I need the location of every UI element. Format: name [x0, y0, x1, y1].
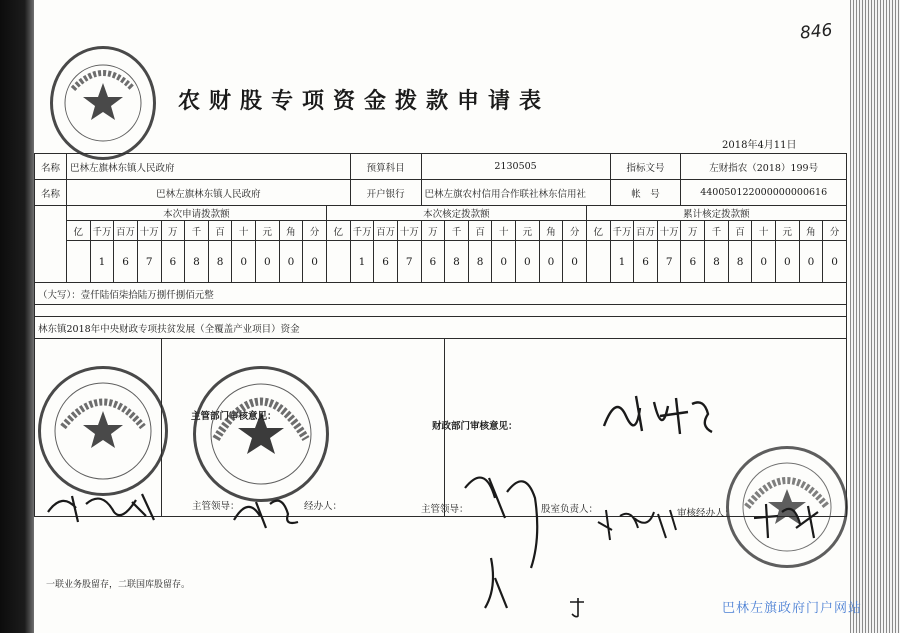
amount-digit: 8 [208, 241, 232, 283]
finance-leader-signature [455, 458, 555, 618]
amount-digit: 0 [775, 241, 799, 283]
amount-digit: 8 [705, 241, 729, 283]
row-bank [35, 180, 847, 206]
digit-header: 百万 [114, 221, 138, 241]
index-no-value: 左财指农（2018）199号 [681, 154, 846, 180]
digit-header: 千 [705, 221, 729, 241]
row-purpose [35, 317, 847, 339]
dept-leader-signature [226, 484, 306, 534]
section-chief-label: 股室负责人： [541, 504, 599, 515]
row-payee [35, 154, 847, 180]
digit-header: 百 [208, 221, 232, 241]
stray-mark-signature [566, 596, 590, 620]
supervisor-leader-2-label: 主管领导： [421, 504, 469, 515]
applicant-signature [42, 482, 162, 532]
amount-digit: 0 [516, 241, 540, 283]
digit-header: 亿 [67, 221, 91, 241]
bank-value: 巴林左旗农村信用合作联社林东信用社 [421, 180, 610, 206]
supervisor-leader-label: 主管领导： [192, 501, 240, 512]
amount-digit: 0 [232, 241, 256, 283]
amount-digit: 0 [492, 241, 516, 283]
site-watermark: 巴林左旗政府门户网站 [722, 601, 863, 616]
amount-digit: 0 [256, 241, 280, 283]
digit-header: 万 [681, 221, 705, 241]
digit-header: 元 [256, 221, 280, 241]
digit-header: 元 [775, 221, 799, 241]
scan-left-edge [0, 0, 38, 633]
purpose-text: 林东镇2018年中央财政专项扶贫发展（全覆盖产业项目）资金 [35, 317, 847, 339]
digit-header: 角 [799, 221, 823, 241]
amount-digit: 7 [137, 241, 161, 283]
review-handler-label: 审核经办人： [677, 508, 735, 519]
scan-page-stack-edge [848, 0, 900, 633]
amount-digit: 6 [114, 241, 138, 283]
digit-header: 百 [728, 221, 752, 241]
amount-digit: 0 [752, 241, 776, 283]
digit-header: 分 [563, 221, 587, 241]
digit-header: 万 [161, 221, 185, 241]
row-uppercase-amount [35, 283, 847, 305]
amount-digit: 1 [90, 241, 114, 283]
dept-opinion-label: 主管部门审核意见： [191, 411, 277, 422]
amount-digit: 6 [374, 241, 398, 283]
digit-header: 千万 [610, 221, 634, 241]
amount-digit: 6 [421, 241, 445, 283]
town-government-stamp-2 [38, 366, 168, 496]
form-date: 2018年4月11日 [722, 140, 797, 151]
footer-note: 一联业务股留存，二联国库股留存。 [46, 580, 191, 590]
amount-digit: 0 [303, 241, 327, 283]
town-government-stamp [50, 46, 156, 160]
digit-header: 十万 [137, 221, 161, 241]
account-name-value: 巴林左旗林东镇人民政府 [67, 180, 351, 206]
row-spacer [35, 305, 847, 317]
digit-header: 十万 [397, 221, 421, 241]
row-digits [35, 241, 847, 283]
payee-name: 巴林左旗林东镇人民政府 [67, 154, 351, 180]
amount-digit: 0 [799, 241, 823, 283]
review-handler-signature [748, 498, 828, 542]
amount-group-applied: 本次申请拨款额 [67, 206, 327, 221]
amount-digit: 8 [728, 241, 752, 283]
row-amount-groups [35, 206, 847, 221]
bank-label: 开户银行 [350, 180, 421, 206]
amount-digit: 1 [350, 241, 374, 283]
amount-digit: 6 [161, 241, 185, 283]
amount-digit: 7 [397, 241, 421, 283]
amount-digit [586, 241, 610, 283]
amount-group-approved: 本次核定拨款额 [326, 206, 586, 221]
amount-digit: 0 [279, 241, 303, 283]
amount-digit [67, 241, 91, 283]
amount-digit: 0 [563, 241, 587, 283]
form-title: 农财股专项资金拨款申请表 [178, 89, 551, 114]
payee-label: 名称 [35, 154, 67, 180]
digit-header: 元 [516, 221, 540, 241]
amount-digit: 6 [634, 241, 658, 283]
digit-header: 百万 [374, 221, 398, 241]
digit-header: 十万 [657, 221, 681, 241]
digit-header: 千万 [350, 221, 374, 241]
digit-header: 十 [752, 221, 776, 241]
account-no-value: 440050122000000000616 [681, 180, 846, 206]
digit-header: 百万 [634, 221, 658, 241]
amount-digit: 0 [823, 241, 847, 283]
digit-header: 十 [492, 221, 516, 241]
amount-group-cumulative: 累计核定拨款额 [586, 206, 846, 221]
digit-header: 分 [303, 221, 327, 241]
digit-header: 百 [468, 221, 492, 241]
amount-digit: 7 [657, 241, 681, 283]
digit-header: 千 [445, 221, 469, 241]
finance-opinion-signature [596, 386, 726, 446]
digit-header: 万 [421, 221, 445, 241]
digit-header: 分 [823, 221, 847, 241]
handler-label: 经办人： [304, 501, 343, 512]
row-digit-headers [35, 221, 847, 241]
amount-digit: 0 [539, 241, 563, 283]
amount-digit: 8 [468, 241, 492, 283]
digit-header: 亿 [586, 221, 610, 241]
index-no-label: 指标文号 [610, 154, 681, 180]
budget-subject-label: 预算科目 [350, 154, 421, 180]
digit-header: 千 [185, 221, 209, 241]
amount-digit [326, 241, 350, 283]
uppercase-amount: （大写）：壹仟陆佰柒拾陆万捌仟捌佰元整 [35, 283, 847, 305]
amount-digit: 8 [445, 241, 469, 283]
amount-digit: 6 [681, 241, 705, 283]
digit-header: 亿 [326, 221, 350, 241]
finance-opinion-label: 财政部门审核意见： [432, 421, 518, 432]
account-name-label: 名称 [35, 180, 67, 206]
amount-digit: 8 [185, 241, 209, 283]
poverty-office-stamp [193, 366, 329, 502]
digit-header: 角 [279, 221, 303, 241]
digit-header: 千万 [90, 221, 114, 241]
amount-row-label [35, 206, 67, 283]
digit-header: 十 [232, 221, 256, 241]
section-chief-signature [592, 500, 682, 544]
digit-header: 角 [539, 221, 563, 241]
amount-digit: 1 [610, 241, 634, 283]
page-number: 846 [799, 20, 834, 44]
budget-subject-value: 2130505 [421, 154, 610, 180]
account-no-label: 帐 号 [610, 180, 681, 206]
